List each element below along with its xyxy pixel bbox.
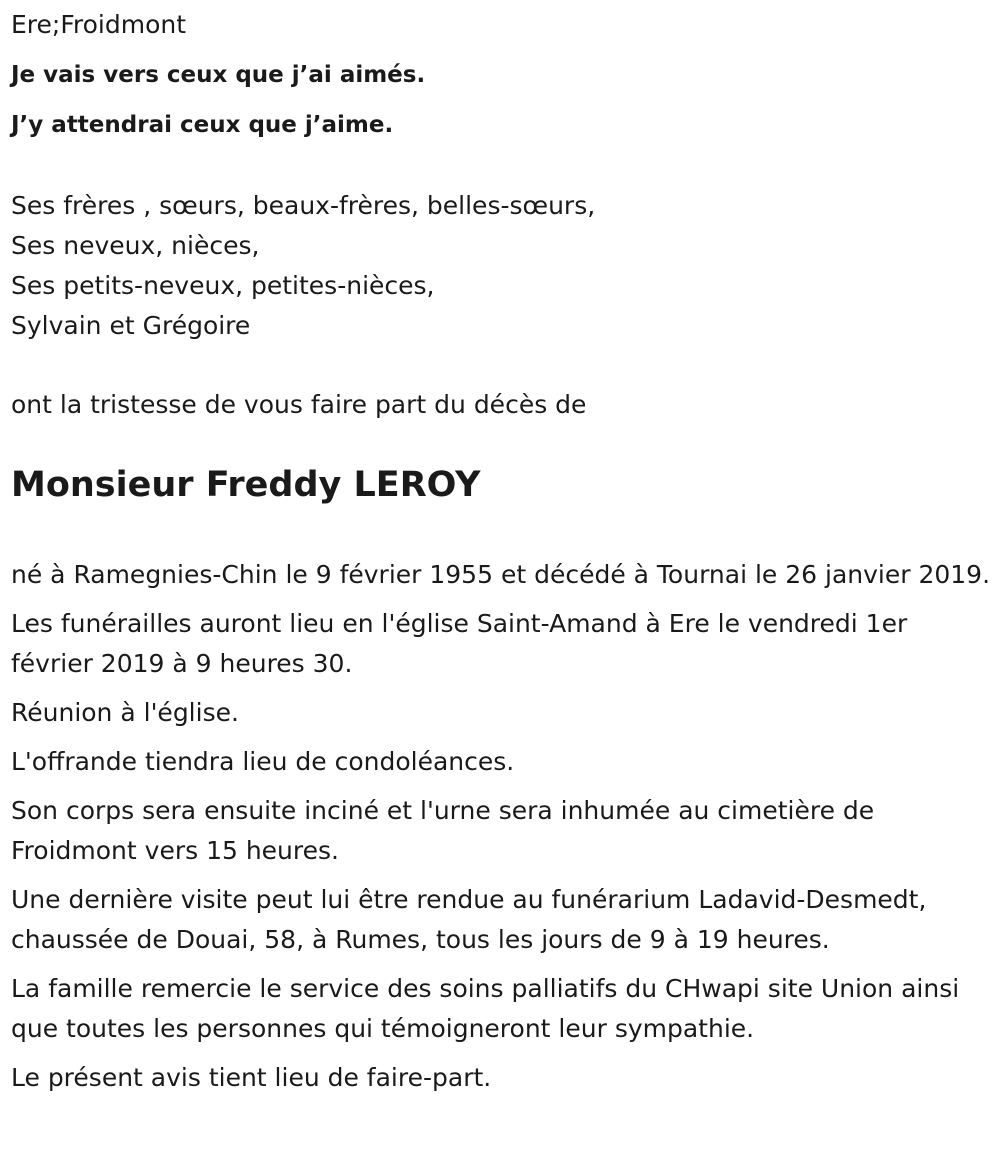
birth-death-paragraph: né à Ramegnies-Chin le 9 février 1955 et décédé à Tournai le 26 janvier 2019. — [11, 560, 991, 589]
announcement-text: ont la tristesse de vous faire part du décès de — [11, 390, 587, 419]
deceased-name: Monsieur Freddy LEROY — [11, 465, 481, 505]
quote-line-1: Je vais vers ceux que j’ai aimés. — [11, 62, 426, 88]
notice-paragraph: Le présent avis tient lieu de faire-part. — [11, 1063, 492, 1092]
family-line-grand-nephews: Ses petits-neveux, petites-nièces, — [11, 271, 435, 300]
visit-paragraph: Une dernière visite peut lui être rendue au funérarium Ladavid-Desmedt, chaussée de Douai, 58, à Rumes, tous les jours de 9 à 19 heures. — [11, 885, 927, 954]
quote-line-2: J’y attendrai ceux que j’aime. — [11, 112, 394, 138]
details-section — [11, 555, 991, 1107]
family-list — [11, 186, 595, 346]
offering-paragraph: L'offrande tiendra lieu de condoléances. — [11, 747, 515, 776]
location-header: Ere;Froidmont — [11, 10, 187, 39]
funeral-paragraph: Les funérailles auront lieu en l'église Saint-Amand à Ere le vendredi 1er février 2019 à 9 heures 30. — [11, 609, 908, 678]
thanks-paragraph: La famille remercie le service des soins palliatifs du CHwapi site Union ainsi que toutes les personnes qui témoigneront leur sympathie. — [11, 974, 960, 1043]
family-line-names: Sylvain et Grégoire — [11, 311, 251, 340]
meeting-paragraph: Réunion à l'église. — [11, 698, 239, 727]
family-line-siblings: Ses frères , sœurs, beaux-frères, belles-sœurs, — [11, 191, 596, 220]
family-line-nephews: Ses neveux, nièces, — [11, 231, 260, 260]
cremation-paragraph: Son corps sera ensuite inciné et l'urne sera inhumée au cimetière de Froidmont vers 15 heures. — [11, 796, 875, 865]
